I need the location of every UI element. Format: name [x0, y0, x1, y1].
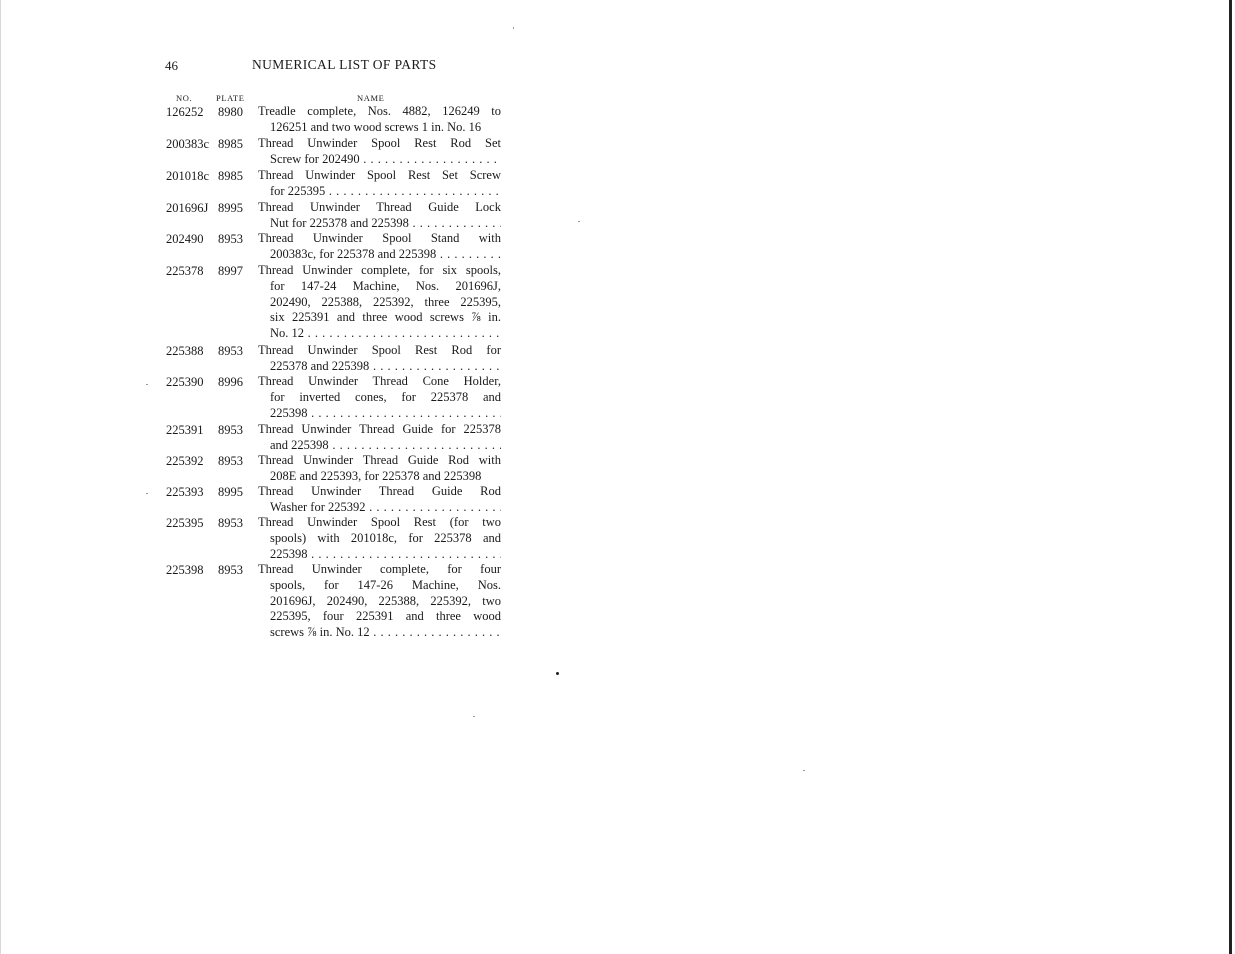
part-number: 225392 [166, 454, 204, 468]
part-description-line: screws ⅞ in. No. 12 . . . [270, 625, 501, 641]
scan-speck [803, 770, 805, 771]
part-description-line: Thread Unwinder Spool Rest Set Screw [258, 168, 501, 182]
part-description-line: and 225398 . . . [270, 438, 501, 454]
part-description-line: Treadle complete, Nos. 4882, 126249 to [258, 104, 501, 118]
part-description-line: Thread Unwinder Spool Rest (for two [258, 515, 501, 529]
part-description-line: six 225391 and three wood screws ⅞ in. [270, 310, 501, 325]
plate-number: 8995 [218, 201, 243, 215]
plate-number: 8953 [218, 563, 243, 577]
part-description-line: 202490, 225388, 225392, three 225395, [270, 294, 501, 309]
scan-speck [578, 221, 580, 222]
part-description-line: spools, for 147-26 Machine, Nos. [270, 577, 501, 592]
column-header-name: NAME [357, 93, 385, 103]
part-description-line: Thread Unwinder complete, for six spools, [258, 263, 501, 277]
part-number: 126252 [166, 105, 204, 119]
plate-number: 8997 [218, 264, 243, 278]
part-number: 225398 [166, 563, 204, 577]
part-number: 225378 [166, 264, 204, 278]
plate-number: 8953 [218, 423, 243, 437]
part-number: 225388 [166, 344, 204, 358]
part-number: 202490 [166, 232, 204, 246]
column-header-plate: PLATE [216, 93, 245, 103]
part-number: 225393 [166, 485, 204, 499]
part-description-line: Washer for 225392 . . . [270, 500, 501, 516]
part-description-line: Thread Unwinder Thread Guide for 225378 [258, 422, 501, 436]
part-description-line: No. 12 . . . [270, 326, 501, 342]
scan-speck [556, 672, 559, 675]
plate-number: 8996 [218, 375, 243, 389]
part-number: 225390 [166, 375, 204, 389]
part-description-line: 126251 and two wood screws 1 in. No. 16 [270, 119, 482, 134]
part-number: 201018c [166, 169, 210, 183]
part-number: 225395 [166, 516, 204, 530]
scan-speck [146, 384, 148, 385]
part-description-line: 225395, four 225391 and three wood [270, 609, 501, 624]
part-description-line: Thread Unwinder Spool Rest Rod for [258, 343, 501, 357]
part-description-line: Thread Unwinder complete, for four [258, 562, 501, 576]
scan-speck [513, 27, 514, 29]
plate-number: 8953 [218, 454, 243, 468]
part-description-line: for 147-24 Machine, Nos. 201696J, [270, 278, 501, 293]
part-description-line: Thread Unwinder Thread Guide Rod with [258, 453, 501, 467]
part-description-line: 225378 and 225398 . . . [270, 359, 501, 375]
part-description-line: for 225395 . . . [270, 184, 501, 200]
part-description-line: 201696J, 202490, 225388, 225392, two [270, 593, 501, 608]
part-description-line: 200383c, for 225378 and 225398 . . . [270, 247, 501, 263]
part-description-line: Thread Unwinder Spool Stand with [258, 231, 501, 245]
part-description-line: 225398 . . . [270, 406, 501, 422]
plate-number: 8985 [218, 169, 243, 183]
plate-number: 8995 [218, 485, 243, 499]
part-description-line: Thread Unwinder Thread Guide Lock [258, 200, 501, 214]
plate-number: 8953 [218, 516, 243, 530]
plate-number: 8953 [218, 232, 243, 246]
plate-number: 8985 [218, 137, 243, 151]
part-description-line: 225398 . . . [270, 547, 501, 563]
part-description-line: Screw for 202490 . . . [270, 152, 501, 168]
plate-number: 8980 [218, 105, 243, 119]
page-left-edge [0, 0, 1, 954]
part-description-line: Nut for 225378 and 225398 . . . [270, 216, 501, 232]
column-header-no: NO. [176, 93, 193, 103]
scan-speck [146, 493, 148, 494]
part-description-line: Thread Unwinder Thread Cone Holder, [258, 374, 501, 388]
page-binding-edge [1229, 0, 1232, 954]
part-number: 225391 [166, 423, 204, 437]
part-description-line: for inverted cones, for 225378 and [270, 389, 501, 404]
page-title: NUMERICAL LIST OF PARTS [252, 57, 437, 72]
part-description-line: Thread Unwinder Thread Guide Rod [258, 484, 501, 498]
plate-number: 8953 [218, 344, 243, 358]
part-description-line: spools) with 201018c, for 225378 and [270, 530, 501, 545]
part-description-line: Thread Unwinder Spool Rest Rod Set [258, 136, 501, 150]
part-description-line: 208E and 225393, for 225378 and 225398 [270, 468, 482, 483]
part-number: 201696J [166, 201, 209, 215]
part-number: 200383c [166, 137, 210, 151]
page-number: 46 [165, 58, 178, 73]
scan-speck [473, 716, 475, 717]
